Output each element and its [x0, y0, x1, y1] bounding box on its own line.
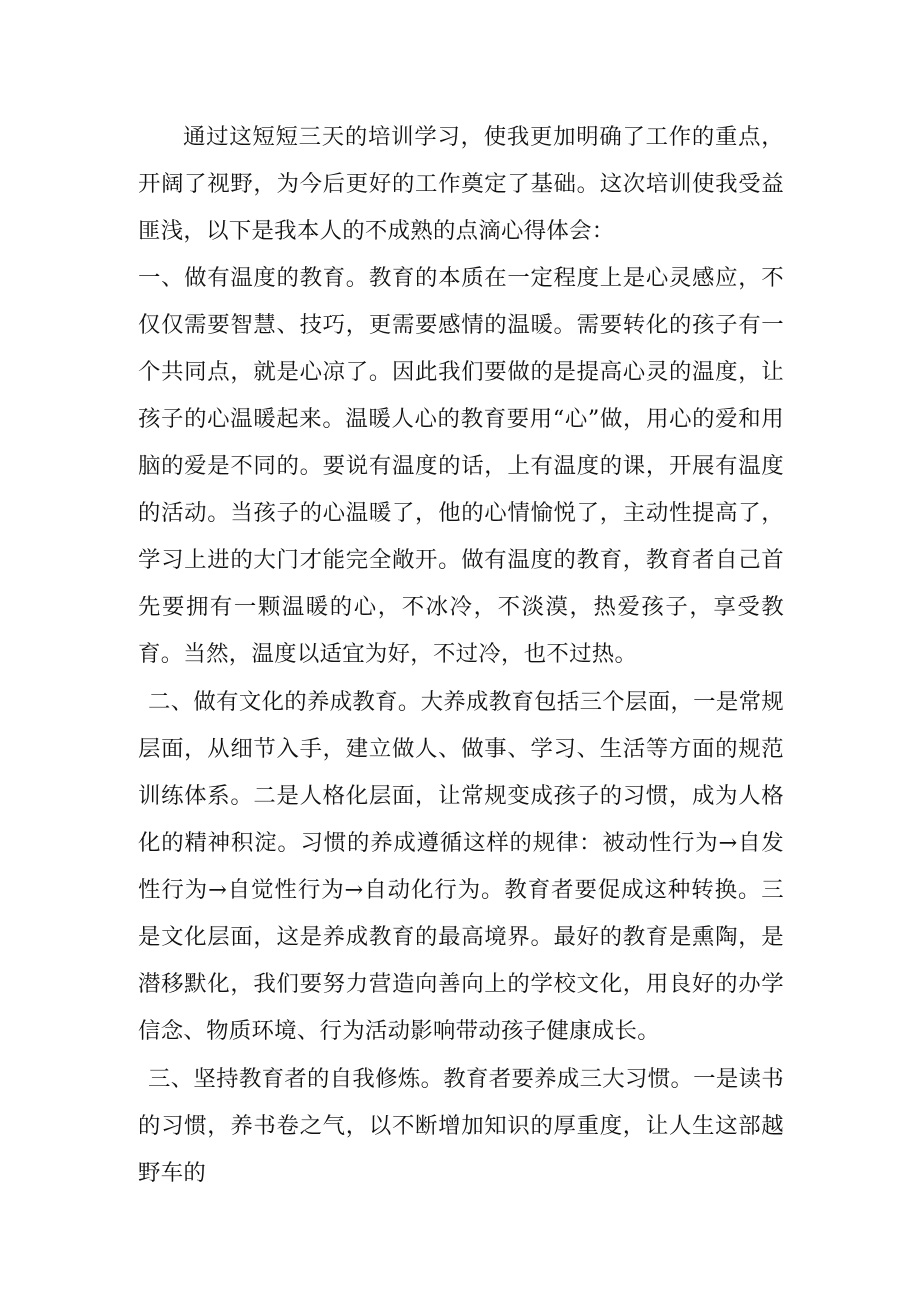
section-three-paragraph: 三、坚持教育者的自我修炼。教育者要养成三大习惯。一是读书的习惯，养书卷之气，以不断增加知识的厚重度，让人生这部越野车的 — [138, 1066, 784, 1186]
section-one-paragraph: 一、做有温度的教育。教育的本质在一定程度上是心灵感应，不仅仅需要智慧、技巧，更需要感情的温暖。需要转化的孩子有一个共同点，就是心凉了。因此我们要做的是提高心灵的温度，让孩子的心温暖起来。温暖人心的教育要用“心”做，用心的爱和用脑的爱是不同的。要说有温度的话，上有温度的课，开展有温度的活动。当孩子的心温暖了，他的心情愉悦了，主动性提高了，学习上进的大门才能完全敞开。做有温度的教育，教育者自己首先要拥有一颗温暖的心，不冰冷，不淡漠，热爱孩子，享受教育。当然，温度以适宜为好，不过冷，也不过热。 — [138, 265, 784, 667]
document-body — [138, 114, 784, 1197]
intro-paragraph: 通过这短短三天的培训学习，使我更加明确了工作的重点，开阔了视野，为今后更好的工作奠定了基础。这次培训使我受益匪浅，以下是我本人的不成熟的点滴心得体会： — [138, 124, 784, 244]
section-two-paragraph: 二、做有文化的养成教育。大养成教育包括三个层面，一是常规层面，从细节入手，建立做人、做事、学习、生活等方面的规范训练体系。二是人格化层面，让常规变成孩子的习惯，成为人格化的精神积淀。习惯的养成遵循这样的规律：被动性行为→自发性行为→自觉性行为→自动化行为。教育者要促成这种转换。三是文化层面，这是养成教育的最高境界。最好的教育是熏陶，是潜移默化，我们要努力营造向善向上的学校文化，用良好的办学信念、物质环境、行为活动影响带动孩子健康成长。 — [138, 689, 784, 1044]
